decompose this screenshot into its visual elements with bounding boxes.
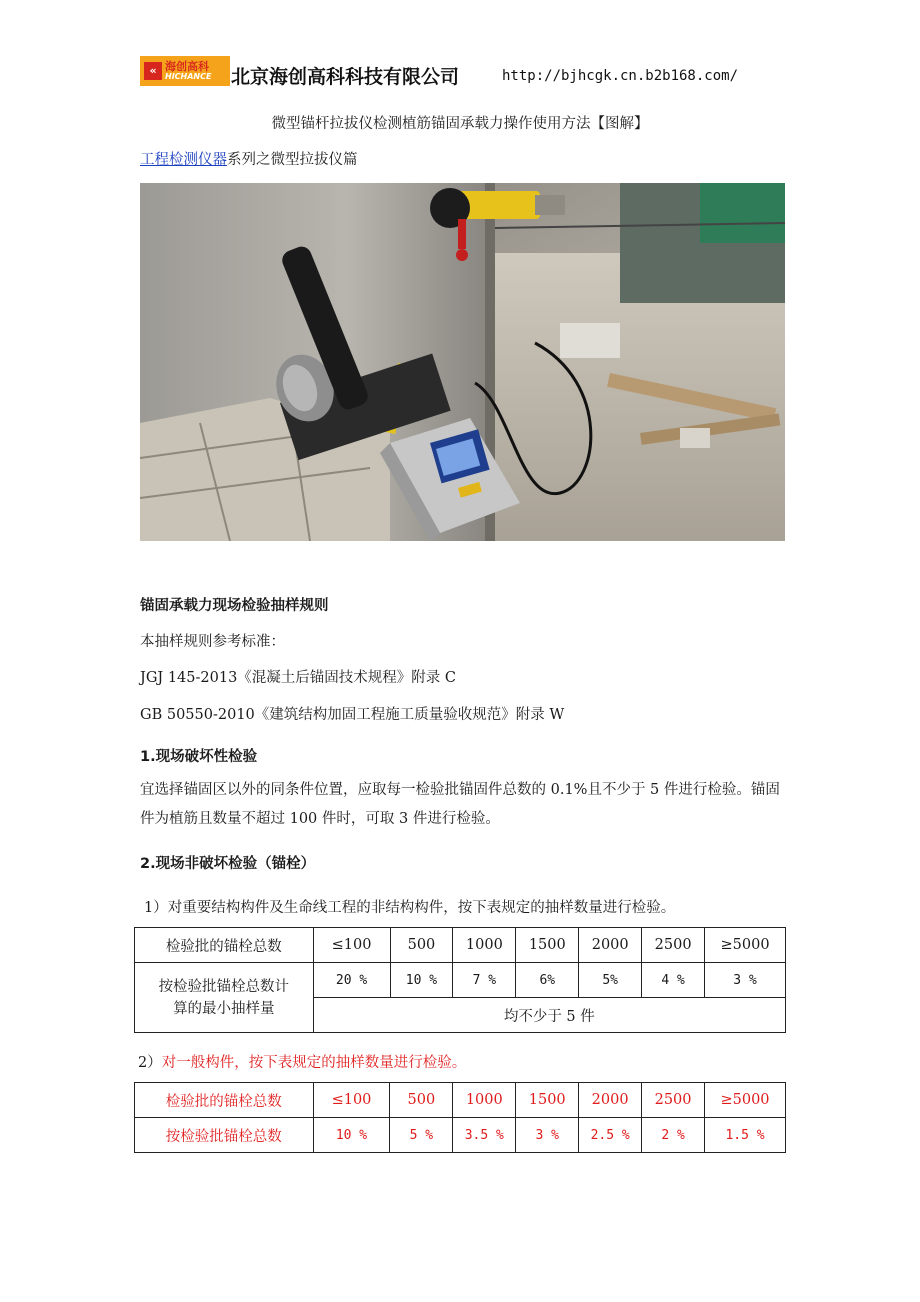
company-url[interactable]: http://bjhcgk.cn.b2b168.com/ [502, 68, 739, 84]
cell-value: 2.5 % [579, 1118, 642, 1153]
table-row [135, 963, 786, 998]
cell-value: 5 % [390, 1118, 453, 1153]
cell-value: 10 % [313, 1118, 390, 1153]
cell-value: 1.5 % [705, 1118, 786, 1153]
col-header: 1500 [516, 928, 579, 963]
table-row [135, 928, 786, 963]
sampling-table-important [134, 927, 786, 1033]
cell-value: 10 % [390, 963, 453, 998]
cell-value: 20 % [313, 963, 390, 998]
logo-mark-icon: « [144, 62, 162, 80]
cell-value: 3 % [516, 1118, 579, 1153]
col-header: 1000 [453, 1083, 516, 1118]
series-link[interactable]: 工程检测仪器 [140, 152, 227, 168]
heading-nondestructive-test: 2.现场非破坏检验（锚栓） [140, 856, 316, 872]
item-text: 对一般构件，按下表规定的抽样数量进行检验。 [161, 1055, 467, 1071]
table-row [135, 1083, 786, 1118]
col-header: 1500 [516, 1083, 579, 1118]
reference-standard-1: JGJ 145-2013《混凝土后锚固技术规程》附录 C [140, 670, 456, 686]
cell-value: 3 % [705, 963, 786, 998]
table-row [135, 1118, 786, 1153]
col-header: ≥5000 [705, 1083, 786, 1118]
item-general-members [138, 1051, 466, 1072]
cell-value: 3.5 % [453, 1118, 516, 1153]
row-label: 检验批的锚栓总数 [135, 928, 314, 963]
col-header: 2000 [579, 1083, 642, 1118]
col-header: 2000 [579, 928, 642, 963]
paragraph-destructive-test: 宜选择锚固区以外的同条件位置，应取每一检验批锚固件总数的 0.1%且不少于 5 件进行检验。锚固件为植筋且数量不超过 100 件时，可取 3 件进行检验。 [140, 782, 780, 827]
document-subtitle: 微型锚杆拉拔仪检测植筋锚固承载力操作使用方法【图解】 [271, 116, 649, 132]
cell-value: 4 % [642, 963, 705, 998]
item-important-members: 1）对重要结构构件及生命线工程的非结构构件，按下表规定的抽样数量进行检验。 [144, 900, 676, 916]
reference-standard-2: GB 50550-2010《建筑结构加固工程施工质量验收规范》附录 W [140, 707, 565, 723]
col-header: 2500 [642, 1083, 705, 1118]
document-header [140, 56, 790, 92]
item-number: 2） [138, 1055, 162, 1071]
pull-tester-photo [140, 183, 785, 541]
col-header: 500 [390, 1083, 453, 1118]
col-header: ≥5000 [705, 928, 786, 963]
col-header: 2500 [642, 928, 705, 963]
cell-value: 7 % [453, 963, 516, 998]
cell-value: 6% [516, 963, 579, 998]
cell-value: 5% [579, 963, 642, 998]
heading-destructive-test: 1.现场破坏性检验 [140, 749, 258, 765]
company-name: 北京海创高科科技有限公司 [231, 66, 460, 88]
col-header: 500 [390, 928, 453, 963]
col-header: ≤100 [313, 928, 390, 963]
reference-intro: 本抽样规则参考标准： [140, 634, 285, 650]
col-header: 1000 [453, 928, 516, 963]
company-logo [140, 56, 230, 86]
minimum-note: 均不少于 5 件 [313, 998, 785, 1033]
row-label: 按检验批锚栓总数 [135, 1118, 314, 1153]
row-label: 按检验批锚栓总数计算的最小抽样量 [135, 963, 314, 1033]
logo-en-text: HICHANCE [165, 72, 212, 81]
row-label: 检验批的锚栓总数 [135, 1083, 314, 1118]
sampling-table-general [134, 1082, 786, 1153]
series-line [140, 148, 358, 169]
series-text: 系列之微型拉拔仪篇 [227, 152, 358, 168]
col-header: ≤100 [313, 1083, 390, 1118]
section-title: 锚固承载力现场检验抽样规则 [140, 598, 329, 614]
cell-value: 2 % [642, 1118, 705, 1153]
logo-cn-text: 海创高科 [165, 60, 209, 73]
